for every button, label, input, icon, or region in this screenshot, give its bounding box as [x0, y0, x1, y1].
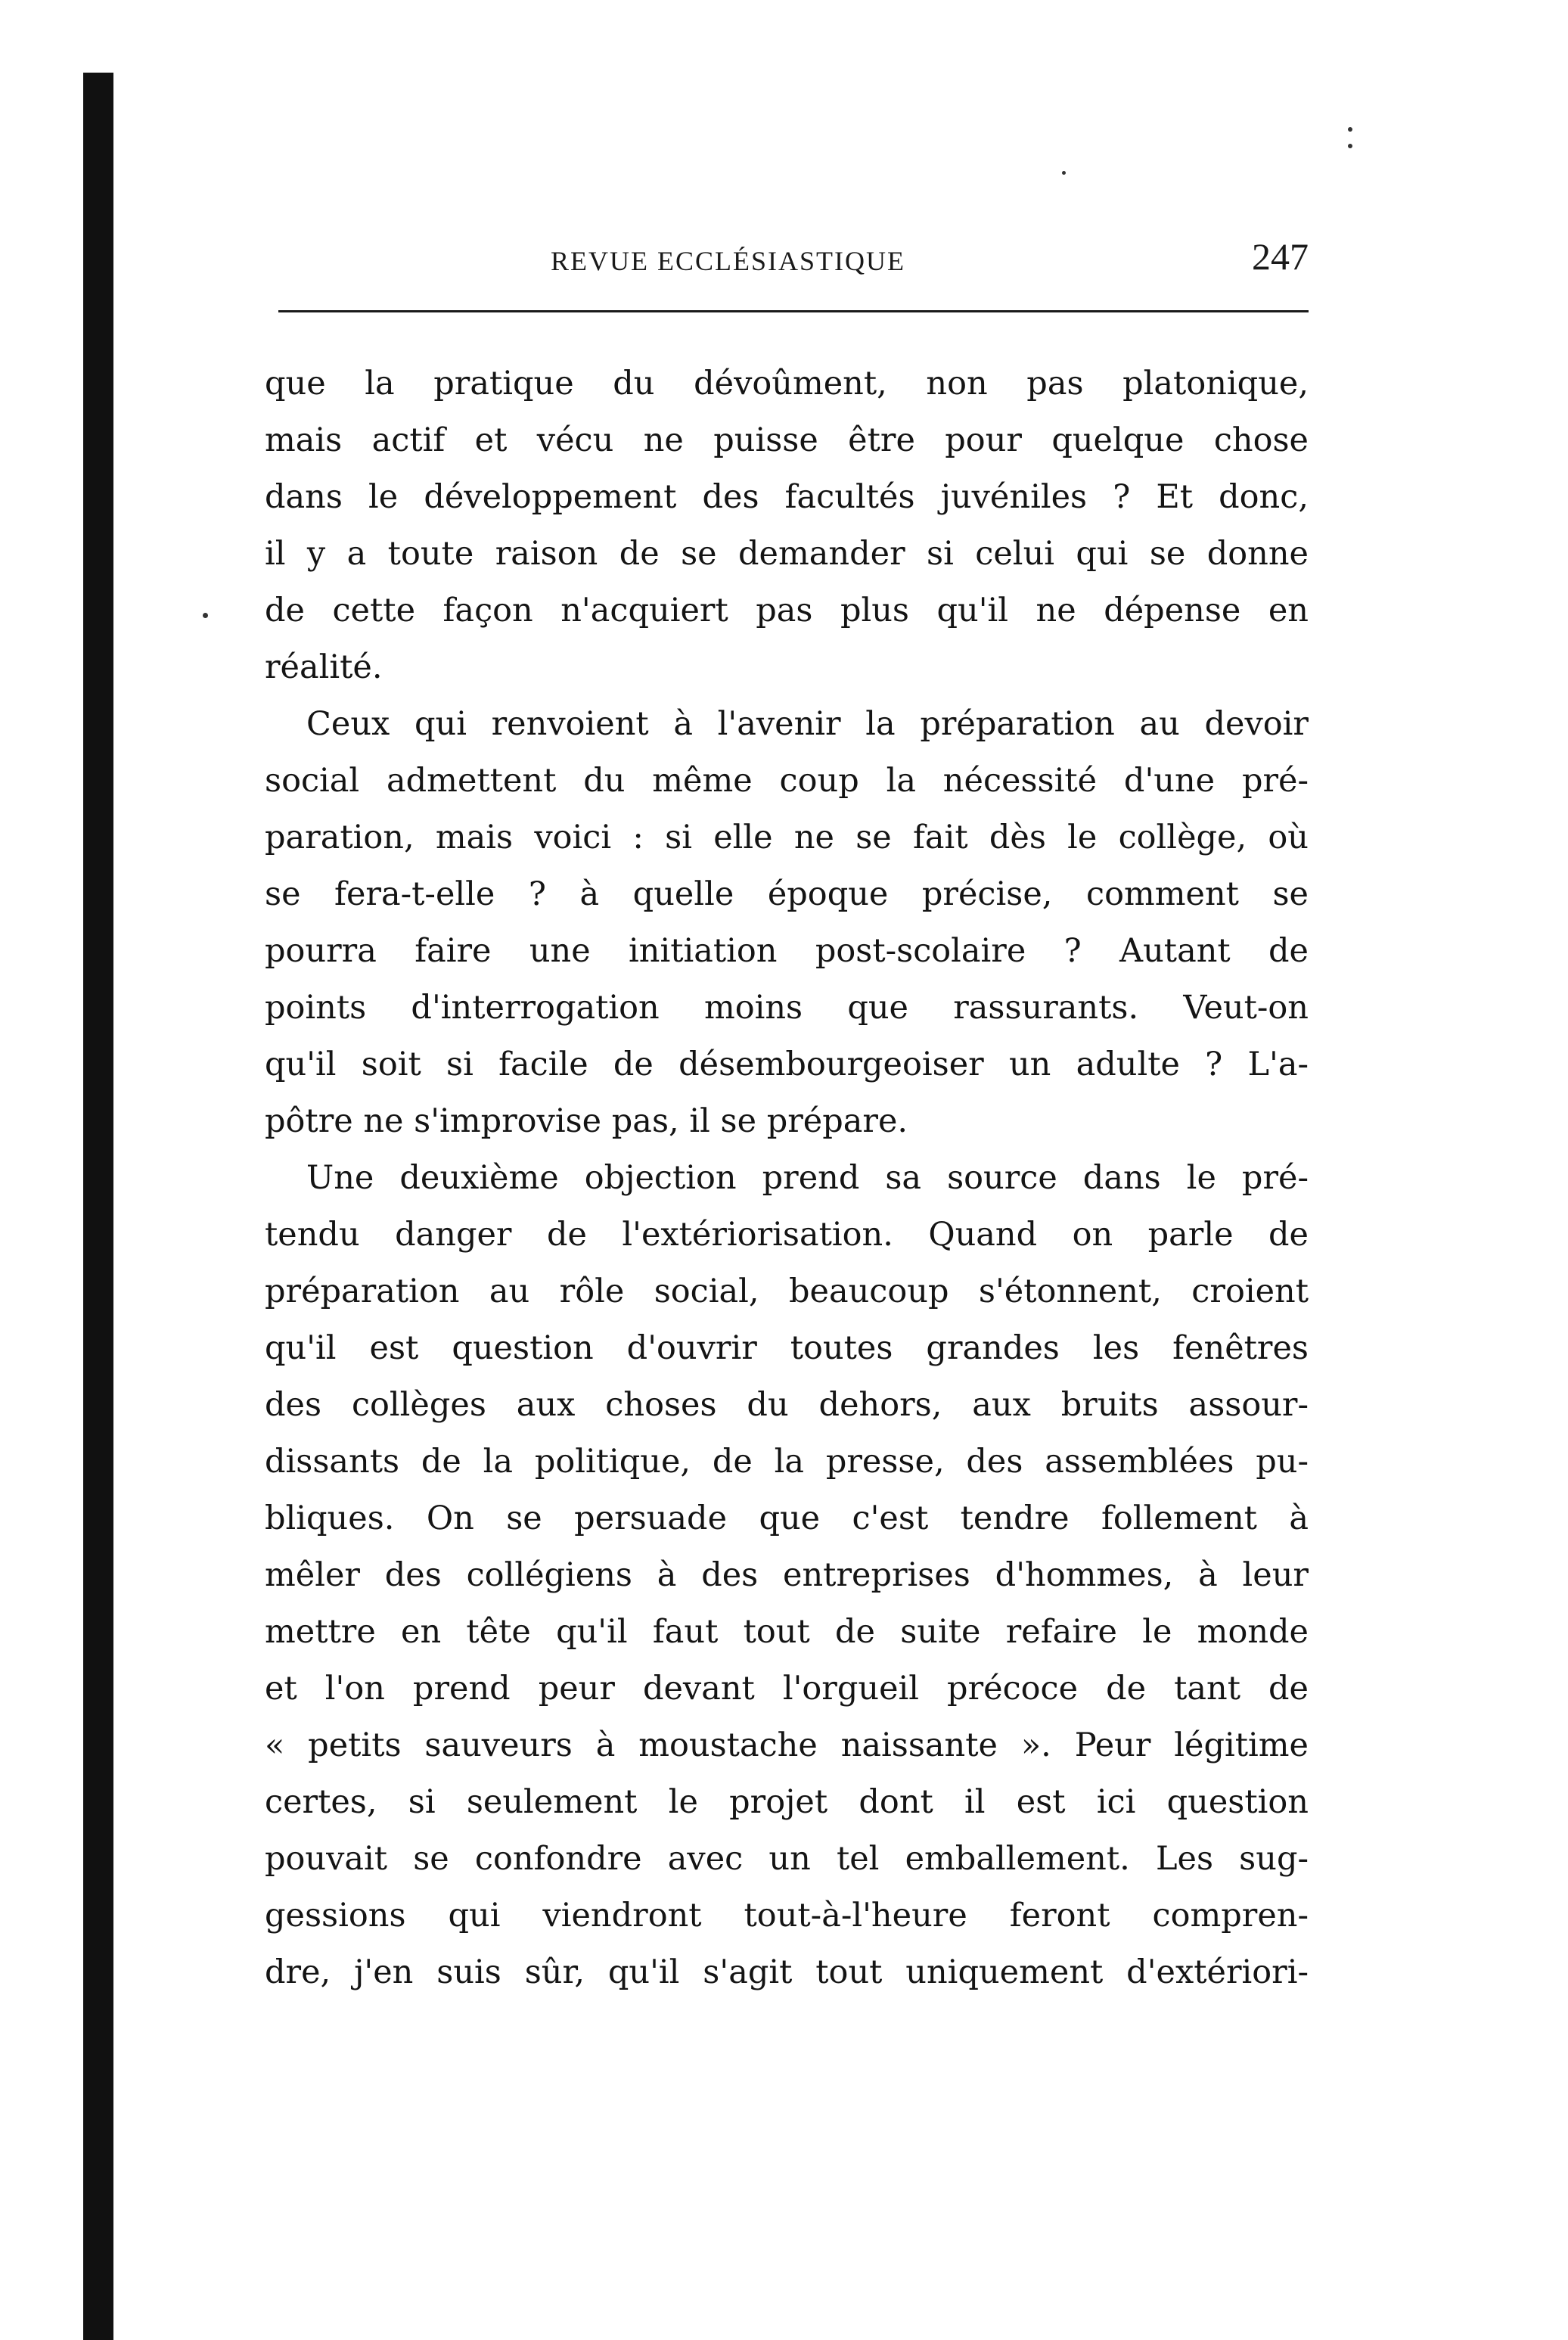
paragraph [265, 356, 1309, 696]
running-head [272, 227, 1309, 287]
text-line: des collèges aux choses du dehors, aux bruits assour- [265, 1386, 1309, 1424]
text-line: dissants de la politique, de la presse, des assemblées pu- [265, 1443, 1309, 1481]
paragraph [265, 696, 1309, 1150]
text-line: Une deuxième objection prend sa source dans le pré- [306, 1159, 1309, 1197]
text-line: mettre en tête qu'il faut tout de suite refaire le monde [265, 1613, 1309, 1651]
text-line: pôtre ne s'improvise pas, il se prépare. [265, 1102, 908, 1140]
text-line: mêler des collégiens à des entreprises d'hommes, à leur [265, 1556, 1309, 1594]
text-line: pourra faire une initiation post-scolaire ? Autant de [265, 932, 1309, 970]
text-line: gessions qui viendront tout-à-l'heure feront compren- [265, 1897, 1309, 1934]
text-line: mais actif et vécu ne puisse être pour quelque chose [265, 421, 1309, 459]
text-line: se fera-t-elle ? à quelle époque précise, comment se [265, 875, 1309, 913]
text-line: Ceux qui renvoient à l'avenir la préparation au devoir [306, 705, 1309, 743]
scan-speck [203, 613, 208, 618]
text-line: réalité. [265, 648, 383, 686]
text-line: pouvait se confondre avec un tel emballement. Les sug- [265, 1840, 1309, 1878]
scan-speck [1348, 144, 1352, 148]
text-line: qu'il soit si facile de désembourgeoiser un adulte ? L'a- [265, 1046, 1309, 1083]
scan-speck [1348, 127, 1352, 132]
header-rule [278, 310, 1309, 312]
text-line: dans le développement des facultés juvéniles ? Et donc, [265, 478, 1309, 516]
text-line: points d'interrogation moins que rassurants. Veut-on [265, 989, 1309, 1027]
text-line: que la pratique du dévoûment, non pas platonique, [265, 365, 1309, 402]
running-title: REVUE ECCLÉSIASTIQUE [551, 246, 905, 276]
text-line: préparation au rôle social, beaucoup s'étonnent, croient [265, 1273, 1309, 1310]
body-text [265, 356, 1309, 2001]
text-line: bliques. On se persuade que c'est tendre follement à [265, 1499, 1309, 1537]
text-line: et l'on prend peur devant l'orgueil précoce de tant de [265, 1670, 1309, 1708]
text-line: « petits sauveurs à moustache naissante ». Peur légitime [265, 1726, 1309, 1764]
text-line: tendu danger de l'extériorisation. Quand on parle de [265, 1216, 1309, 1254]
scan-speck [1062, 171, 1066, 175]
text-line: certes, si seulement le projet dont il est ici question [265, 1783, 1309, 1821]
text-line: il y a toute raison de se demander si celui qui se donne [265, 535, 1309, 573]
text-line: de cette façon n'acquiert pas plus qu'il ne dépense en [265, 592, 1309, 629]
text-line: qu'il est question d'ouvrir toutes grandes les fenêtres [265, 1329, 1309, 1367]
text-line: dre, j'en suis sûr, qu'il s'agit tout uniquement d'extériori- [265, 1953, 1309, 1991]
text-line: social admettent du même coup la nécessité d'une pré- [265, 762, 1309, 800]
page-number: 247 [1252, 235, 1309, 278]
paragraph [265, 1150, 1309, 2001]
page-binding-edge [83, 73, 113, 2340]
text-line: paration, mais voici : si elle ne se fait dès le collège, où [265, 819, 1309, 856]
